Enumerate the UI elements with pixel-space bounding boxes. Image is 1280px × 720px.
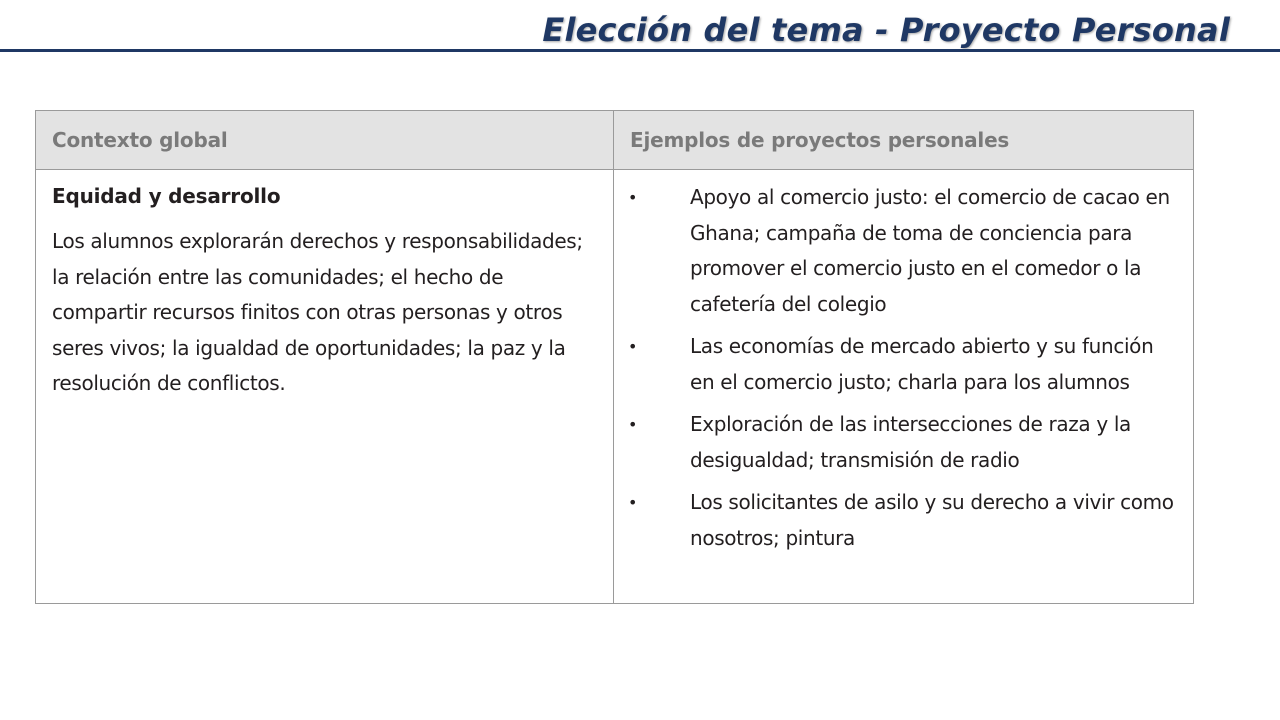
examples-list <box>628 180 1183 556</box>
bullet-icon: • <box>628 337 638 356</box>
example-text: Los solicitantes de asilo y su derecho a vivir como nosotros; pintura <box>690 490 1174 550</box>
table-row <box>36 170 1194 604</box>
global-context-cell <box>36 170 614 604</box>
title-underline <box>0 49 1280 52</box>
context-description: Los alumnos explorarán derechos y responsabilidades; la relación entre las comunidades; el hecho de compartir recursos finitos con otras personas y otros seres vivos; la igualdad de oportunidades; la paz y la resolución de conflictos. <box>52 229 583 395</box>
example-text: Las economías de mercado abierto y su función en el comercio justo; charla para los alumnos <box>690 334 1154 394</box>
example-item <box>628 485 1183 556</box>
header-global-context: Contexto global <box>36 111 614 170</box>
example-item <box>628 329 1183 400</box>
example-item <box>628 407 1183 478</box>
context-name: Equidad y desarrollo <box>52 184 281 208</box>
bullet-icon: • <box>628 188 638 207</box>
table-header-row <box>36 111 1194 170</box>
example-text: Apoyo al comercio justo: el comercio de cacao en Ghana; campaña de toma de conciencia para promover el comercio justo en el comedor o la cafetería del colegio <box>690 185 1170 316</box>
example-item <box>628 180 1183 322</box>
bullet-icon: • <box>628 493 638 512</box>
header-project-examples: Ejemplos de proyectos personales <box>614 111 1194 170</box>
projects-table <box>35 110 1194 604</box>
examples-cell <box>614 170 1194 604</box>
slide-title: Elección del tema - Proyecto Personal <box>542 11 1230 49</box>
example-text: Exploración de las intersecciones de raza y la desigualdad; transmisión de radio <box>690 412 1131 472</box>
bullet-icon: • <box>628 415 638 434</box>
